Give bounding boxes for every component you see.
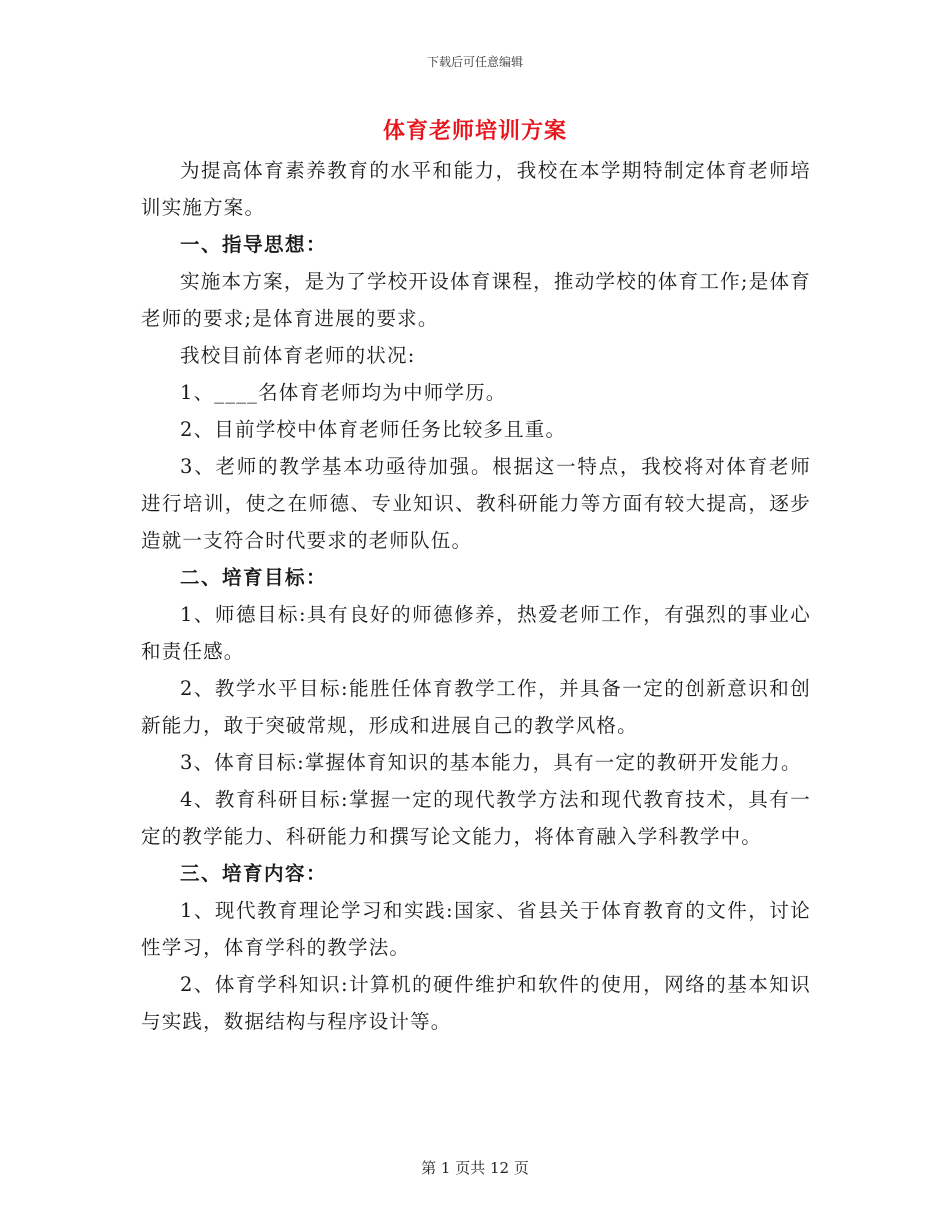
- paragraph-guiding-thought: 实施本方案，是为了学校开设体育课程，推动学校的体育工作;是体育老师的要求;是体育进展的要求。: [141, 270, 811, 330]
- list-item-status-1: 1、____名体育老师均为中师学历。: [180, 381, 507, 404]
- section-heading-training-content: 三、培育内容：: [180, 862, 328, 885]
- document-body: [141, 152, 811, 1040]
- intro-paragraph: 为提高体育素养教育的水平和能力，我校在本学期特制定体育老师培训实施方案。: [141, 159, 811, 219]
- paragraph-teacher-status: 我校目前体育老师的状况:: [180, 344, 416, 367]
- list-item-status-2: 2、目前学校中体育老师任务比较多且重。: [180, 418, 567, 441]
- list-item-status-3: 3、老师的教学基本功亟待加强。根据这一特点，我校将对体育老师进行培训，使之在师德、专业知识、教科研能力等方面有较大提高，逐步造就一支符合时代要求的老师队伍。: [141, 455, 811, 552]
- section-heading-guiding-thought: 一、指导思想：: [180, 233, 328, 256]
- header-note: 下载后可任意编辑: [426, 55, 523, 69]
- section-heading-training-goals: 二、培育目标：: [180, 566, 328, 589]
- list-item-goal-2: 2、教学水平目标:能胜任体育教学工作，并具备一定的创新意识和创新能力，敢于突破常规，形成和进展自己的教学风格。: [141, 677, 811, 737]
- list-item-content-2: 2、体育学科知识:计算机的硬件维护和软件的使用，网络的基本知识与实践，数据结构与程序设计等。: [141, 973, 811, 1033]
- list-item-goal-1: 1、师德目标:具有良好的师德修养，热爱老师工作，有强烈的事业心和责任感。: [141, 603, 811, 663]
- document-title: 体育老师培训方案: [382, 118, 567, 144]
- list-item-content-1: 1、现代教育理论学习和实践:国家、省县关于体育教育的文件，讨论性学习，体育学科的教学法。: [141, 899, 811, 959]
- list-item-goal-3: 3、体育目标:掌握体育知识的基本能力，具有一定的教研开发能力。: [180, 751, 802, 774]
- list-item-goal-4: 4、教育科研目标:掌握一定的现代教学方法和现代教育技术，具有一定的教学能力、科研能力和撰写论文能力，将体育融入学科教学中。: [141, 788, 811, 848]
- page-footer: 第 1 页共 12 页: [421, 1159, 529, 1177]
